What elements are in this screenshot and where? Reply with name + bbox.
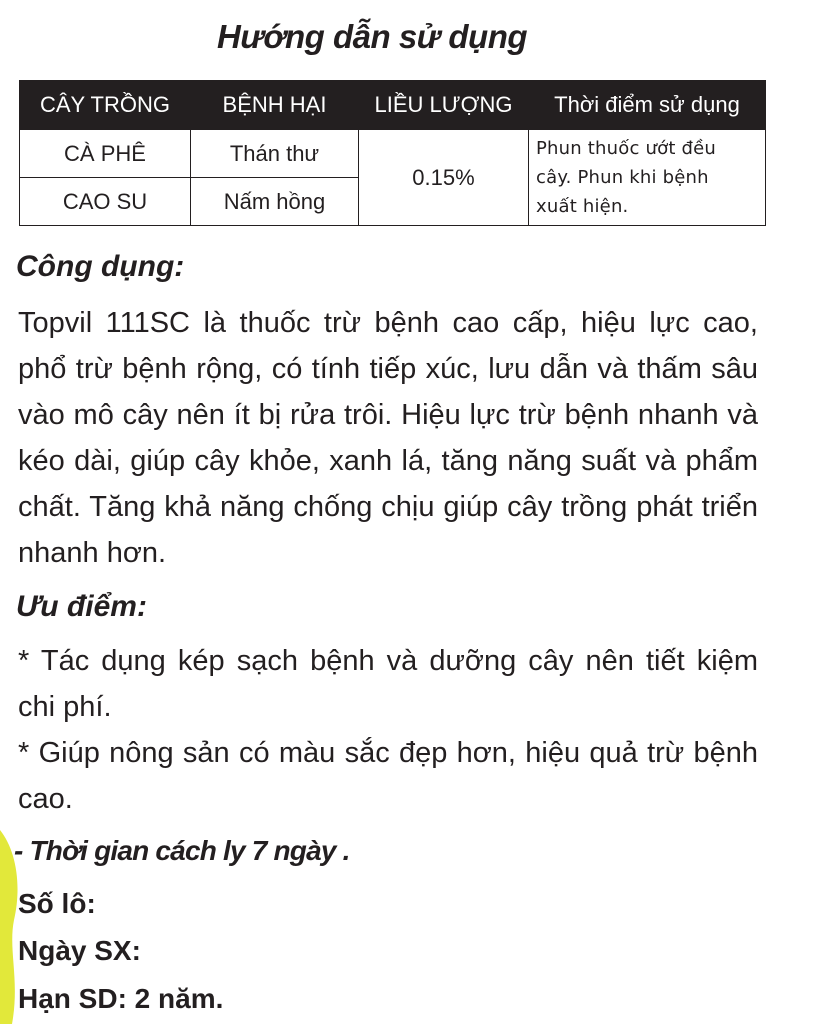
disease-cell: Thán thư [191, 130, 359, 178]
timing-line: xuất hiện. [536, 196, 629, 217]
timing-line: cây. Phun khi bệnh [536, 167, 709, 188]
crop-cell: CAO SU [20, 178, 191, 226]
header-dosage: LIỀU LƯỢNG [359, 81, 529, 130]
advantage-item: * Tác dụng kép sạch bệnh và dưỡng cây nên tiết kiệm chi phí. [18, 645, 758, 723]
table-row [20, 130, 766, 178]
usage-text [18, 300, 758, 576]
lot-number-label: Số lô: [18, 888, 96, 919]
usage-heading: Công dụng: [16, 250, 185, 283]
disease-cell: Nấm hồng [191, 178, 359, 226]
table-header-row [20, 81, 766, 130]
advantage-item: * Giúp nông sản có màu sắc đẹp hơn, hiệu quả trừ bệnh cao. [18, 737, 758, 815]
advantages-list [18, 638, 758, 822]
crop-cell: CÀ PHÊ [20, 130, 191, 178]
manufacture-date-label: Ngày SX: [18, 935, 141, 966]
usage-table [19, 80, 766, 226]
header-timing: Thời điểm sử dụng [529, 81, 766, 130]
isolation-period: - Thời gian cách ly 7 ngày . [14, 835, 350, 866]
timing-line: Phun thuốc ướt đều [536, 138, 717, 159]
page-title: Hướng dẫn sử dụng [216, 18, 528, 55]
advantages-heading: Ưu điểm: [16, 590, 147, 623]
header-crop: CÂY TRỒNG [20, 81, 191, 130]
header-disease: BỆNH HẠI [191, 81, 359, 130]
usage-paragraph: Topvil 111SC là thuốc trừ bệnh cao cấp, hiệu lực cao, phổ trừ bệnh rộng, có tính tiếp xúc, lưu dẫn và thấm sâu vào mô cây nên ít bị rửa trôi. Hiệu lực trừ bệnh nhanh và kéo dài, giúp cây khỏe, xanh lá, tăng năng suất và phẩm chất. Tăng khả năng chống chịu giúp cây trồng phát triển nhanh hơn. [18, 307, 758, 569]
expiry-label: Hạn SD: 2 năm. [18, 983, 224, 1014]
timing-cell [529, 130, 766, 226]
dosage-cell: 0.15% [359, 130, 529, 226]
